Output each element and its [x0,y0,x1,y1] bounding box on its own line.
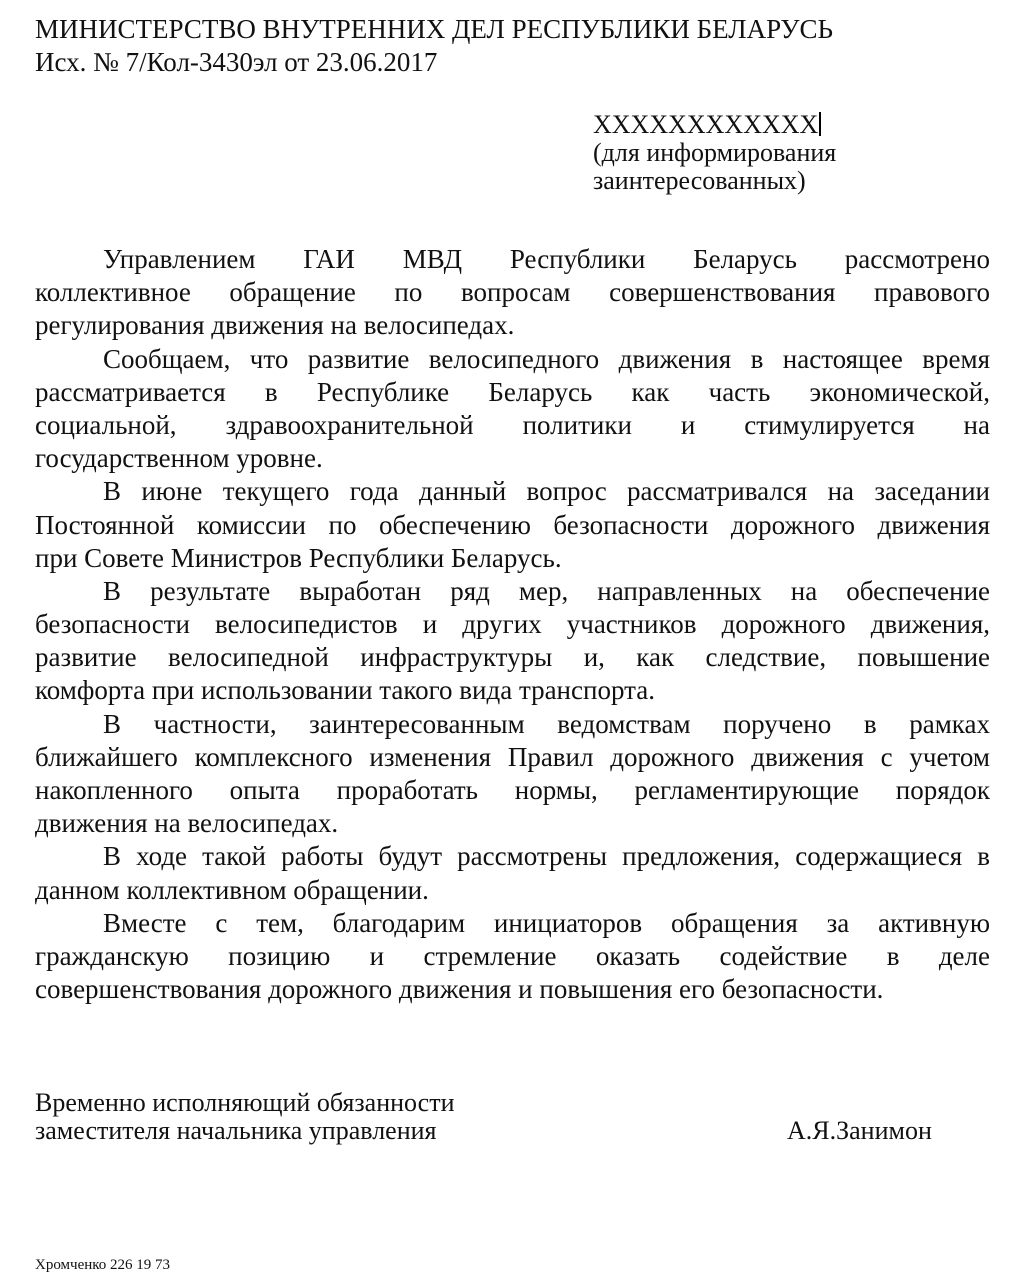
paragraph [35,907,990,1007]
recipient-note-line2: заинтересованных) [593,166,806,195]
paragraph [35,840,990,906]
paragraph-line: Управлением ГАИ МВД Республики Беларусь рассмотрено [103,244,990,274]
paragraph-line: В ходе такой работы будут рассмотрены предложения, содержащиеся в [103,841,990,872]
paragraph [35,343,990,476]
signatory-title-line1: Временно исполняющий обязанности [35,1088,455,1117]
executor-contact: Хромченко 226 19 73 [35,1257,171,1273]
paragraph [35,708,990,841]
paragraph [35,243,990,343]
paragraph-line: регулирования движения на велосипедах. [35,310,515,341]
text-cursor [819,112,821,136]
paragraph-line: В частности, заинтересованным ведомствам поручено в рамках [103,708,990,739]
paragraph-line: накопленного опыта проработать нормы, регламентирующие порядок [35,775,990,805]
paragraph-line: Сообщаем, что развитие велосипедного движения в настоящее время [103,343,990,374]
paragraph-line: В июне текущего года данный вопрос рассматривался на заседании [103,476,990,507]
paragraph-line: движения на велосипедах. [35,808,339,839]
paragraph-line: при Совете Министров Республики Беларусь. [35,542,562,573]
paragraph-line: комфорта при использовании такого вида транспорта. [35,675,655,706]
paragraph [35,575,990,708]
letter-body [35,243,990,1006]
paragraph-line: социальной, здравоохранительной политики и стимулируется на [35,409,990,440]
paragraph-line: рассматривается в Республике Беларусь как часть экономической, [35,376,990,407]
paragraph-line: совершенствования дорожного движения и повышения его безопасности. [35,974,884,1005]
paragraph [35,475,990,575]
paragraph-line: Вместе с тем, благодарим инициаторов обращения за активную [103,907,990,938]
paragraph-line: государственном уровне. [35,443,323,474]
paragraph-line: ближайшего комплексного изменения Правил дорожного движения с учетом [35,741,990,772]
recipient-name [593,111,821,139]
paragraph-line: развитие велосипедной инфраструктуры и, как следствие, повышение [35,642,990,673]
paragraph-line: В результате выработан ряд мер, направленных на обеспечение [103,575,990,606]
signatory-name: А.Я.Занимон [787,1116,932,1145]
paragraph-line: гражданскую позицию и стремление оказать содействие в деле [35,940,990,971]
paragraph-line: данном коллективном обращении. [35,874,429,905]
paragraph-line: коллективное обращение по вопросам совершенствования правового [35,277,990,308]
paragraph-line: Постоянной комиссии по обеспечению безопасности дорожного движения [35,509,990,540]
outgoing-reference: Исх. № 7/Кол-3430эл от 23.06.2017 [35,47,438,77]
signatory-title-line2: заместителя начальника управления [35,1116,437,1145]
recipient-note-line1: (для информирования [593,138,837,167]
ministry-heading: МИНИСТЕРСТВО ВНУТРЕННИХ ДЕЛ РЕСПУБЛИКИ БЕЛАРУСЬ [35,14,834,44]
recipient-name-text: XXXXXXXXXXXX [593,110,819,139]
paragraph-line: безопасности велосипедистов и других участников дорожного движения, [35,609,990,640]
